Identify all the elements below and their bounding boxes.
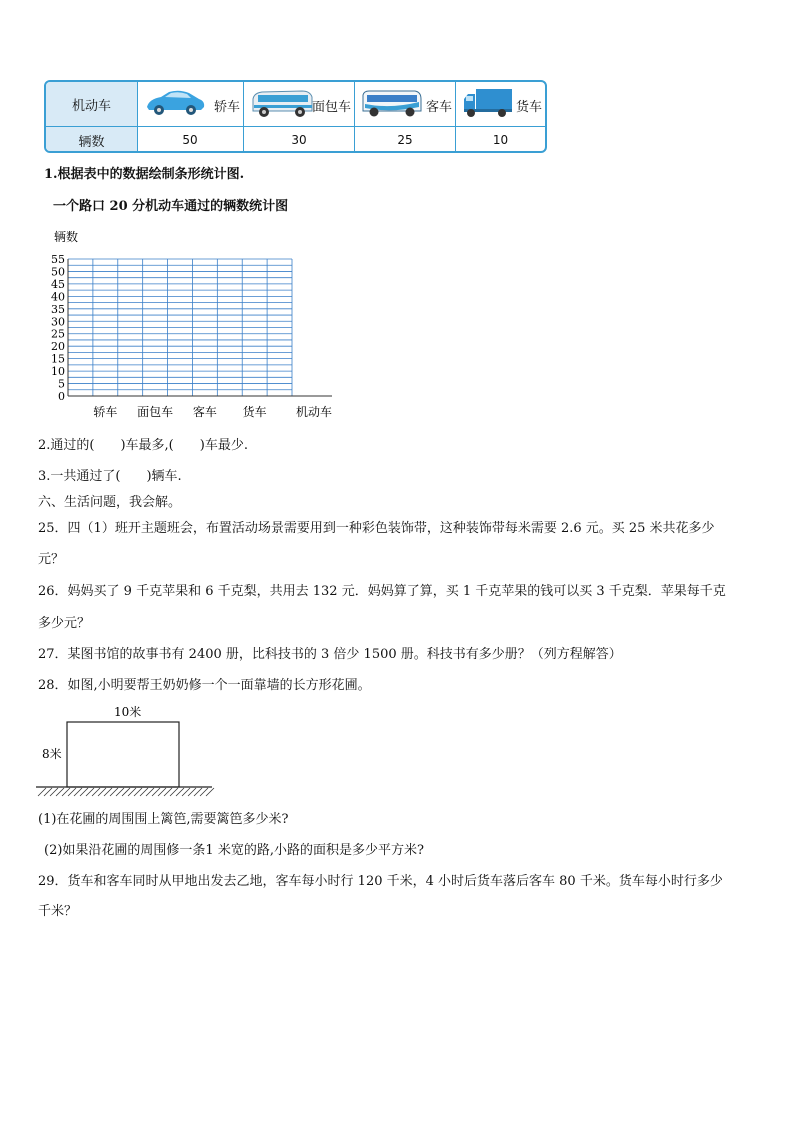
problem-28-part-2: (2)如果沿花圃的周围修一条1 米宽的路,小路的面积是多少平方米? (44, 843, 424, 858)
truck-icon (462, 87, 514, 119)
chart-grid (68, 259, 332, 396)
vehicle-cell-truck (456, 82, 545, 126)
y-tick-label: 5 (58, 377, 65, 391)
y-tick-label: 50 (51, 265, 65, 279)
count-header-label: 辆数 (46, 127, 138, 153)
vehicle-name: 轿车 (213, 100, 240, 115)
vehicle-cell-sedan (137, 82, 244, 126)
vehicle-row (46, 82, 545, 127)
problem-26-line-2: 多少元？ (38, 616, 91, 631)
problem-26-line-1: 26．妈妈买了 9 千克苹果和 6 千克梨，共用去 132 元．妈妈算了算，买 1 千克苹果的钱可以买 3 千克梨．苹果每千克 (38, 584, 726, 599)
count-row (46, 127, 545, 153)
chart-title: 一个路口 20 分机动车通过的辆数统计图 (53, 199, 289, 214)
vehicle-cell-minivan (244, 82, 355, 126)
chart-y-ticks (51, 253, 65, 403)
section-heading: 六、生活问题，我会解。 (38, 495, 182, 510)
y-tick-label: 35 (51, 302, 65, 316)
y-tick-label: 10 (51, 365, 65, 379)
vehicle-name: 货车 (515, 100, 542, 115)
garden-rectangle (67, 722, 179, 787)
x-category-label: 货车 (242, 405, 267, 419)
y-tick-label: 40 (51, 290, 65, 304)
count-cell: 50 (137, 127, 244, 153)
chart-x-axis-label: 机动车 (296, 405, 333, 419)
garden-width-label: 10米 (114, 705, 142, 719)
problem-28: 28．如图,小明要帮王奶奶修一个一面靠墙的长方形花圃。 (38, 678, 371, 693)
y-tick-label: 15 (51, 352, 65, 366)
vehicle-table (44, 80, 547, 153)
y-tick-label: 55 (51, 253, 65, 266)
y-tick-label: 25 (51, 327, 65, 341)
y-tick-label: 20 (51, 340, 65, 354)
x-category-label: 客车 (192, 405, 217, 419)
count-cell: 30 (244, 127, 355, 153)
garden-diagram (36, 700, 226, 800)
table-header-label: 机动车 (46, 82, 138, 126)
chart-y-axis-label: 辆数 (54, 230, 79, 244)
count-cell: 25 (355, 127, 456, 153)
x-category-label: 面包车 (137, 405, 174, 419)
problem-25-line-1: 25．四（1）班开主题班会，布置活动场景需要用到一种彩色装饰带，这种装饰带每米需要 2.6 元。买 25 米共花多少 (38, 521, 715, 536)
problem-27: 27．某图书馆的故事书有 2400 册，比科技书的 3 倍少 1500 册。科技书有多少册？（列方程解答） (38, 647, 622, 662)
question-2: 2.通过的( )车最多,( )车最少. (38, 438, 248, 453)
problem-25-line-2: 元？ (38, 552, 65, 567)
question-3: 3.一共通过了( )辆车. (38, 469, 182, 484)
vehicle-cell-bus (355, 82, 456, 126)
sedan-icon (143, 87, 207, 117)
y-tick-label: 0 (58, 390, 65, 403)
problem-29-line-2: 千米？ (38, 904, 78, 919)
garden-height-label: 8米 (42, 747, 62, 761)
minivan-icon (250, 87, 314, 119)
x-category-label: 轿车 (93, 405, 118, 419)
bar-chart (40, 225, 360, 425)
problem-28-part-1: (1)在花圃的周围围上篱笆,需要篱笆多少米? (38, 812, 289, 827)
wall-hatching (38, 788, 214, 796)
bus-icon (361, 87, 423, 119)
vehicle-name: 客车 (425, 100, 452, 115)
y-tick-label: 45 (51, 277, 65, 291)
problem-29-line-1: 29．货车和客车同时从甲地出发去乙地，客车每小时行 120 千米，4 小时后货车落后客车 80 千米。货车每小时行多少 (38, 874, 723, 889)
question-1: 1.根据表中的数据绘制条形统计图. (44, 167, 245, 182)
count-cell: 10 (492, 133, 509, 147)
chart-x-categories (93, 404, 266, 419)
vehicle-name: 面包车 (311, 100, 351, 115)
y-tick-label: 30 (51, 315, 65, 329)
